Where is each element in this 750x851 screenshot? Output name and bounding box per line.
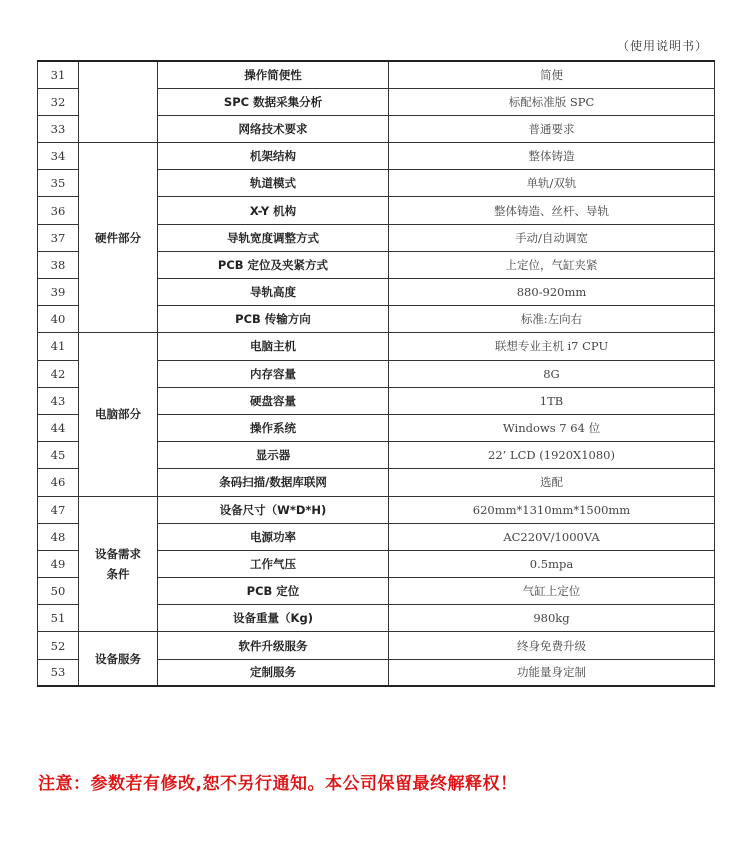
table-row (38, 496, 715, 523)
document-header-title: （使用说明书） (616, 39, 708, 53)
category-requirements-line2: 条件 (106, 566, 130, 581)
item-value: 上定位，气缸夹紧 (389, 251, 715, 278)
row-number: 48 (38, 523, 79, 550)
row-number: 31 (38, 61, 79, 88)
item-name: 导轨高度 (158, 279, 389, 306)
item-value: 标配标准版 SPC (389, 88, 715, 115)
category-computer: 电脑部分 (79, 333, 158, 496)
item-name: 软件升级服务 (158, 632, 389, 659)
item-name: PCB 定位 (158, 578, 389, 605)
item-value: Windows 7 64 位 (389, 414, 715, 441)
item-name: 电脑主机 (158, 333, 389, 360)
item-name: 工作气压 (158, 550, 389, 577)
item-value: 手动/自动调宽 (389, 224, 715, 251)
spec-table (37, 60, 715, 687)
disclaimer-notice: 注意：参数若有修改,恕不另行通知。本公司保留最终解释权！ (38, 774, 518, 794)
item-value: 880-920mm (389, 279, 715, 306)
row-number: 35 (38, 170, 79, 197)
table-row (38, 333, 715, 360)
category-requirements (79, 496, 158, 632)
item-name: 设备重量（Kg) (158, 605, 389, 632)
item-name: PCB 传输方向 (158, 306, 389, 333)
row-number: 47 (38, 496, 79, 523)
item-value: 功能量身定制 (389, 659, 715, 686)
item-name: SPC 数据采集分析 (158, 88, 389, 115)
row-number: 42 (38, 360, 79, 387)
row-number: 50 (38, 578, 79, 605)
item-value: 1TB (389, 387, 715, 414)
row-number: 52 (38, 632, 79, 659)
item-name: X-Y 机构 (158, 197, 389, 224)
row-number: 40 (38, 306, 79, 333)
item-name: 网络技术要求 (158, 115, 389, 142)
row-number: 37 (38, 224, 79, 251)
item-value: 联想专业主机 i7 CPU (389, 333, 715, 360)
row-number: 45 (38, 442, 79, 469)
category-hardware: 硬件部分 (79, 143, 158, 333)
item-value: 620mm*1310mm*1500mm (389, 496, 715, 523)
row-number: 51 (38, 605, 79, 632)
row-number: 41 (38, 333, 79, 360)
item-value: 终身免费升级 (389, 632, 715, 659)
row-number: 49 (38, 550, 79, 577)
row-number: 33 (38, 115, 79, 142)
item-name: 显示器 (158, 442, 389, 469)
item-value: 标准:左向右 (389, 306, 715, 333)
item-name: 电源功率 (158, 523, 389, 550)
item-value: 980kg (389, 605, 715, 632)
item-name: PCB 定位及夹紧方式 (158, 251, 389, 278)
row-number: 43 (38, 387, 79, 414)
item-name: 硬盘容量 (158, 387, 389, 414)
item-value: 普通要求 (389, 115, 715, 142)
item-value: 整体铸造 (389, 143, 715, 170)
item-name: 机架结构 (158, 143, 389, 170)
table-row (38, 143, 715, 170)
item-name: 轨道模式 (158, 170, 389, 197)
item-value: 气缸上定位 (389, 578, 715, 605)
item-name: 内存容量 (158, 360, 389, 387)
item-value: 0.5mpa (389, 550, 715, 577)
table-row (38, 632, 715, 659)
item-value: 单轨/双轨 (389, 170, 715, 197)
row-number: 39 (38, 279, 79, 306)
category-service: 设备服务 (79, 632, 158, 686)
category-requirements-line1: 设备需求 (95, 546, 141, 561)
row-number: 46 (38, 469, 79, 496)
item-name: 导轨宽度调整方式 (158, 224, 389, 251)
item-value: 简便 (389, 61, 715, 88)
item-name: 定制服务 (158, 659, 389, 686)
item-value: 整体铸造、丝杆、导轨 (389, 197, 715, 224)
item-name: 操作系统 (158, 414, 389, 441)
row-number: 34 (38, 143, 79, 170)
item-name: 设备尺寸（W*D*H) (158, 496, 389, 523)
row-number: 36 (38, 197, 79, 224)
table-row (38, 61, 715, 88)
row-number: 53 (38, 659, 79, 686)
item-value: 选配 (389, 469, 715, 496)
item-value: 8G (389, 360, 715, 387)
item-value: AC220V/1000VA (389, 523, 715, 550)
row-number: 44 (38, 414, 79, 441)
category-cell-empty (79, 61, 158, 143)
item-value: 22’ LCD (1920X1080) (389, 442, 715, 469)
item-name: 操作简便性 (158, 61, 389, 88)
row-number: 38 (38, 251, 79, 278)
row-number: 32 (38, 88, 79, 115)
item-name: 条码扫描/数据库联网 (158, 469, 389, 496)
